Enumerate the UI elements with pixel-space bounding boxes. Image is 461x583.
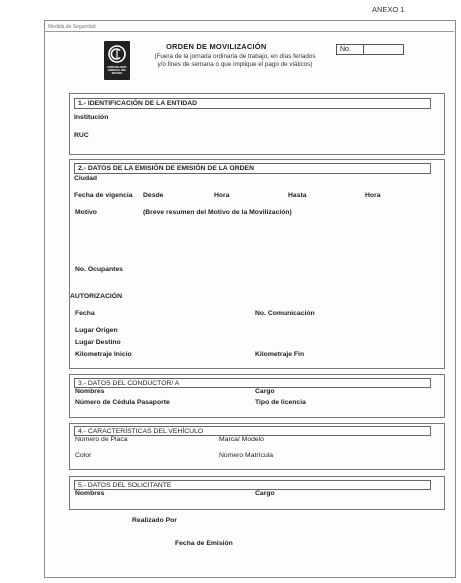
ocupantes-label: No. Ocupantes xyxy=(75,266,123,273)
ciudad-label: Ciudad xyxy=(74,175,98,182)
logo-caption: CONTRALORÍA GENERAL DEL ESTADO xyxy=(107,66,127,75)
section-4-heading: 4.- CARACTERÍSTICAS DEL VEHÍCULO xyxy=(74,426,431,436)
fecha-emision-label: Fecha de Emisión xyxy=(175,540,233,547)
section-entity xyxy=(69,93,445,155)
page-subtitle xyxy=(140,53,330,69)
subtitle-line-2: y/o fines de semana o que implique el pago de viáticos) xyxy=(157,61,313,68)
top-rule xyxy=(44,31,454,32)
desde-label: Desde xyxy=(143,192,164,199)
section-order-emission xyxy=(69,159,445,369)
autorizacion-label: AUTORIZACIÓN xyxy=(70,293,122,300)
seal-icon xyxy=(107,44,127,64)
comunicacion-label: No. Comunicación xyxy=(255,310,315,317)
cedula-label: Número de Cédula Pasaporte xyxy=(75,399,170,406)
section-driver xyxy=(69,374,445,418)
institucion-label: Institución xyxy=(74,114,109,121)
licencia-label: Tipo de licencia xyxy=(255,399,306,406)
hora-label-2: Hora xyxy=(365,192,381,199)
color-label: Color xyxy=(75,452,92,459)
realizado-por-label: Realizado Por xyxy=(132,517,177,524)
solicitante-nombres-label: Nombres xyxy=(75,490,105,497)
section-2-heading: 2.- DATOS DE LA EMISIÓN DE EMISIÓN DE LA ORDEN xyxy=(74,163,431,174)
section-3-heading: 3.- DATOS DEL CONDUCTOR/ A xyxy=(74,378,431,388)
hasta-label: Hasta xyxy=(288,192,307,199)
marca-label: Marca/ Modelo xyxy=(219,436,264,443)
matricula-label: Número Matrícula xyxy=(219,452,274,459)
section-1-heading: 1.- IDENTIFICACIÓN DE LA ENTIDAD xyxy=(74,98,431,109)
annex-label: ANEXO 1 xyxy=(372,5,405,14)
section-vehicle xyxy=(69,423,445,470)
contraloria-logo xyxy=(104,41,130,80)
fecha-vigencia-label: Fecha de vigencia xyxy=(74,192,133,199)
hora-label-1: Hora xyxy=(214,192,230,199)
section-5-heading: 5.- DATOS DEL SOLICITANTE xyxy=(74,480,431,490)
security-measure-label: Medida de Seguridad xyxy=(48,24,96,30)
order-number-label: No. xyxy=(336,44,364,55)
motivo-label: Motivo xyxy=(75,209,97,216)
page-title: ORDEN DE MOVILIZACIÓN xyxy=(166,42,267,51)
placa-label: Número de Placa xyxy=(75,436,128,443)
fecha-label: Fecha xyxy=(75,310,95,317)
order-number-field[interactable] xyxy=(364,44,404,55)
conductor-nombres-label: Nombres xyxy=(75,388,105,395)
km-inicio-label: Kilometraje Inicio xyxy=(75,351,132,358)
destino-label: Lugar Destino xyxy=(75,339,121,346)
solicitante-cargo-label: Cargo xyxy=(255,490,275,497)
motivo-hint: (Breve resumen del Motivo de la Movilización) xyxy=(143,209,292,216)
conductor-cargo-label: Cargo xyxy=(255,388,275,395)
origen-label: Lugar Origen xyxy=(75,327,118,334)
km-fin-label: Kilometraje Fin xyxy=(255,351,305,358)
subtitle-line-1: (Fuera de la jornada ordinaria de trabajo, en días feriados xyxy=(154,53,316,60)
ruc-label: RUC xyxy=(74,132,89,139)
